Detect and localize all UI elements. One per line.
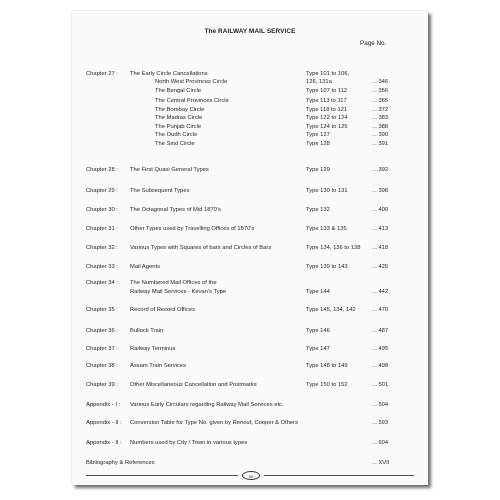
- toc-row: [72, 439, 428, 448]
- toc-type: Type 145, 134, 142: [306, 307, 356, 313]
- toc-type: Type 150 to 152: [306, 382, 348, 388]
- toc-type: Type 146: [306, 328, 330, 334]
- toc-type: 126, 131a: [306, 79, 332, 85]
- toc-type: Type 148 to 149: [306, 363, 348, 369]
- toc-title: The Central Provinces Circle: [155, 98, 229, 104]
- toc-type: Type 107 to 112: [306, 88, 348, 94]
- toc-page: ... 365: [372, 98, 389, 104]
- toc-label: Appendix - II :: [86, 420, 122, 426]
- toc-title: The Bengal Circle: [155, 88, 202, 94]
- toc-page: ... 425: [372, 264, 389, 270]
- toc-row: [72, 279, 428, 288]
- toc-page: ... 383: [372, 115, 389, 121]
- toc-row: [72, 459, 428, 468]
- toc-row: [72, 288, 428, 297]
- toc-page: ... 442: [372, 289, 389, 295]
- toc-title: The Bombay Circle: [155, 107, 205, 113]
- toc-page: ... 356: [372, 88, 389, 94]
- toc-row: [72, 401, 428, 410]
- toc-label: Chapter 28 :: [86, 167, 118, 173]
- toc-label: Chapter 33 :: [86, 264, 118, 270]
- toc-row: [72, 97, 428, 106]
- toc-row: [72, 187, 428, 196]
- toc-title: The Numbered Mail Offices of the: [130, 280, 217, 286]
- toc-title: The Octagonal Types of Mid 1870's: [130, 207, 221, 213]
- page-number-badge: xv: [242, 471, 260, 480]
- toc-type: Type 130 to 131: [306, 188, 348, 194]
- toc-title: North West Provinces Circle: [155, 79, 228, 85]
- toc-title: Mail Agents: [130, 264, 160, 270]
- toc-page: ... 418: [372, 245, 389, 251]
- toc-page: ... 413: [372, 226, 389, 232]
- toc-page: ... 392: [372, 167, 389, 173]
- toc-page: ... 398: [372, 188, 389, 194]
- toc-label: Chapter 34 :: [86, 280, 118, 286]
- toc-type: Type 132: [306, 207, 330, 213]
- toc-row: [72, 327, 428, 336]
- footer-rule-left: [86, 475, 238, 476]
- toc-page: ... 391: [372, 141, 389, 147]
- toc-label: Chapter 39 :: [86, 382, 118, 388]
- toc-label: Chapter 36 :: [86, 328, 118, 334]
- toc-row: [72, 114, 428, 123]
- toc-page: ... 400: [372, 207, 389, 213]
- book-page: [72, 11, 428, 485]
- toc-row: [72, 306, 428, 315]
- toc-type: Type 129: [306, 167, 330, 173]
- toc-type: Type 133 & 135: [306, 226, 347, 232]
- toc-title: Railway Terminus: [130, 346, 176, 352]
- toc-page: ... 487: [372, 328, 389, 334]
- toc-row: [72, 87, 428, 96]
- toc-title: Other Miscellaneous Cancellation and Postmarks: [130, 382, 257, 388]
- toc-label: Chapter 29 :: [86, 188, 118, 194]
- toc-page: ... 498: [372, 363, 389, 369]
- toc-row: [72, 345, 428, 354]
- toc-row: [72, 131, 428, 140]
- toc-page: ... XVII: [372, 460, 390, 466]
- toc-title: The Madras Circle: [155, 115, 203, 121]
- toc-row: [72, 381, 428, 390]
- toc-label: Bibliography & References: [86, 460, 155, 466]
- toc-title: The Punjab Circle: [155, 124, 202, 130]
- toc-page: ... 388: [372, 124, 389, 130]
- toc-title: Various Early Circulars regarding Railway Mail Services etc.: [130, 402, 284, 408]
- toc-page: ... 501: [372, 382, 389, 388]
- page-title: The RAILWAY MAIL SERVICE: [204, 28, 296, 35]
- toc-row: [72, 166, 428, 175]
- toc-type: Type 122 to 124: [306, 115, 348, 121]
- toc-label: Chapter 37 :: [86, 346, 118, 352]
- toc-row: [72, 206, 428, 215]
- toc-title: Other Types used by Travelling Offices of 1870's: [130, 226, 255, 232]
- toc-page: ... 390: [372, 132, 389, 138]
- footer-rule-right: [264, 475, 414, 476]
- toc-title: Railway Mail Services - Kevan's Type: [130, 289, 227, 295]
- toc-type: Type 101 to 106,: [306, 71, 350, 77]
- toc-label: Appendix - I :: [86, 402, 121, 408]
- toc-title: Record of Record Offices: [130, 307, 195, 313]
- toc-type: Type 128: [306, 141, 330, 147]
- toc-row: [72, 78, 428, 87]
- toc-page: ... 470: [372, 307, 389, 313]
- toc-title: Numbers used by City / Town in various types: [130, 440, 248, 446]
- toc-type: Type 139 to 143: [306, 264, 348, 270]
- toc-type: Type 113 to 117: [306, 98, 347, 104]
- toc-page: ... 593: [372, 420, 389, 426]
- toc-label: Chapter 30 :: [86, 207, 118, 213]
- toc-title: The First Quasi General Types: [130, 167, 209, 173]
- toc-title: Bullock Train: [130, 328, 164, 334]
- toc-title: The Early Circle Cancellations: [130, 71, 208, 77]
- toc-label: Chapter 32 :: [86, 245, 118, 251]
- toc-label: Chapter 31 :: [86, 226, 118, 232]
- toc-title: The Subsequent Types: [130, 188, 190, 194]
- toc-type: Type 118 to 121: [306, 107, 348, 113]
- toc-title: Assam Train Services: [130, 363, 187, 369]
- toc-type: Type 134, 136 to 138: [306, 245, 361, 251]
- toc-row: [72, 140, 428, 149]
- toc-row: [72, 419, 428, 428]
- toc-row: [72, 244, 428, 253]
- toc-title: Conversion Table for Type No. given by Renouf, Cooper & Others: [130, 420, 298, 426]
- toc-label: Chapter 38 :: [86, 363, 118, 369]
- toc-row: [72, 263, 428, 272]
- toc-title: The Oudh Circle: [155, 132, 198, 138]
- toc-page: ... 495: [372, 346, 389, 352]
- toc-type: Type 127: [306, 132, 330, 138]
- toc-label: Chapter 35 :: [86, 307, 118, 313]
- toc-page: ... 346: [372, 79, 389, 85]
- toc-page: ... 504: [372, 402, 389, 408]
- toc-title: The Sind Circle: [155, 141, 195, 147]
- toc-row: [72, 362, 428, 371]
- toc-page: ... 604: [372, 440, 389, 446]
- toc-row: [72, 225, 428, 234]
- toc-label: Appendix - II :: [86, 440, 122, 446]
- page-no-heading: Page No.: [360, 40, 387, 47]
- toc-title: Various Types with Squares of bars and Circles of Bars: [130, 245, 272, 251]
- toc-type: Type 124 to 125: [306, 124, 348, 130]
- toc-page: ... 372: [372, 107, 389, 113]
- toc-type: Type 147: [306, 346, 330, 352]
- toc-type: Type 144: [306, 289, 330, 295]
- toc-label: Chapter 27 :: [86, 71, 118, 77]
